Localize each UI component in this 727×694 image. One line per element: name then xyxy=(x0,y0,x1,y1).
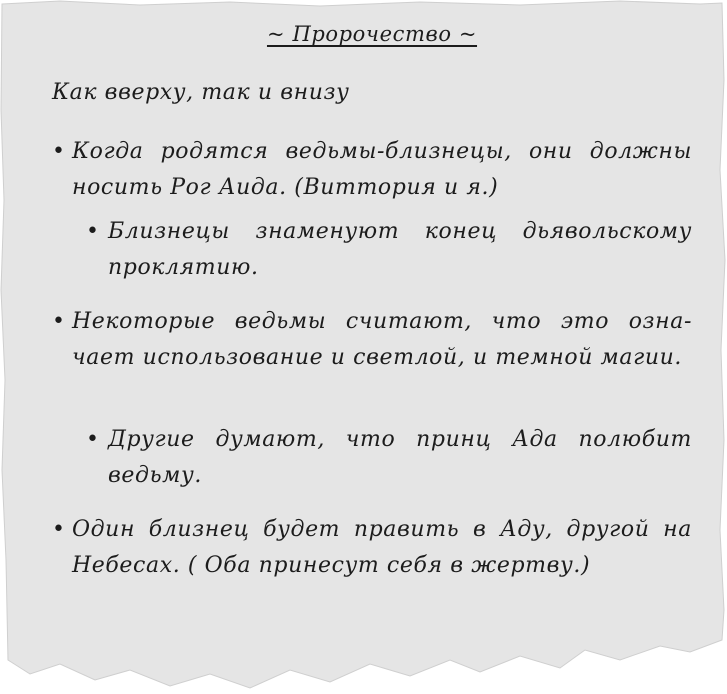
sub-list-item xyxy=(86,214,692,286)
sub-list-item-text: Другие думают, что принц Ада полюбит ведьму. xyxy=(108,427,692,488)
bullet-icon: • xyxy=(52,309,66,334)
note-title: ~ Пророчество ~ xyxy=(266,22,478,46)
sub-list-item xyxy=(86,422,692,494)
list-item-text: Один близнец будет править в Аду, другой на Небесах. ( Оба принесут себя в жертву.) xyxy=(72,517,692,578)
list-item xyxy=(52,304,692,376)
bullet-icon: • xyxy=(86,219,100,244)
bullet-icon: • xyxy=(86,427,100,452)
bullet-icon: • xyxy=(52,517,66,542)
list-item xyxy=(52,134,692,206)
note-intro: Как вверху, так и внизу xyxy=(52,80,350,105)
list-item-text: Когда родятся ведьмы-близнецы, они должны носить Рог Аида. (Виттория и я.) xyxy=(72,139,692,200)
bullet-icon: • xyxy=(52,139,66,164)
list-item-text: Некоторые ведьмы считают, что это озна- чает использование и светлой, и темной магии. xyxy=(72,309,692,370)
sub-list-item-text: Близнецы знаменуют конец дьявольскому проклятию. xyxy=(108,219,692,280)
list-item xyxy=(52,512,692,584)
